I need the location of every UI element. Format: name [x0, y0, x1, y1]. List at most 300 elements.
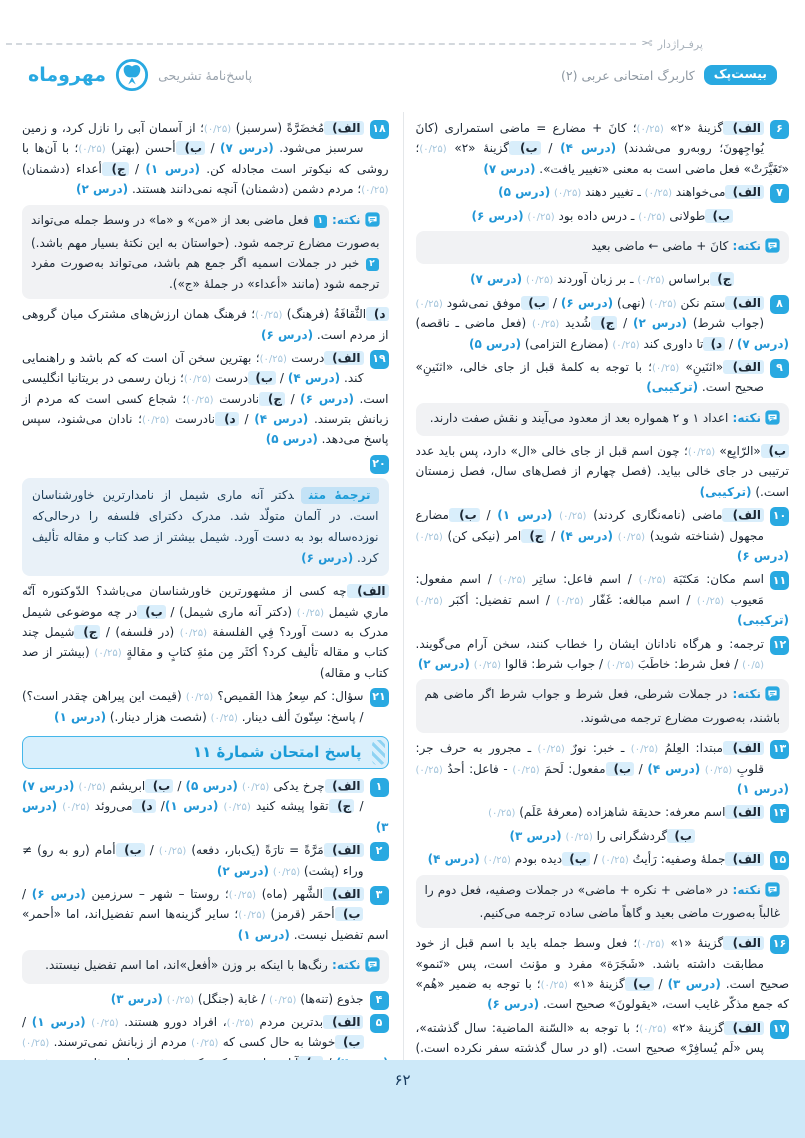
text-run: گزینهٔ «۲»: [666, 1020, 724, 1035]
series-badge: بیست‌پک: [704, 65, 777, 85]
text-run: ؛ با توجه به «السّنة الماضیة: سال گذشته»، پس «لَم یُسافِرْ» صحیح است. (او در سال گذشته سفر نکرده است.): [415, 1020, 764, 1056]
answer-paragraph: [22, 581, 389, 683]
option-label: ج): [591, 316, 617, 330]
score-value: (۰/۲۵): [526, 275, 554, 287]
lesson-ref: (درس ۲): [632, 316, 688, 331]
text-run: بدترین مردم: [253, 1014, 324, 1029]
text-run: ؛ روستا – شهر – سرزمین: [85, 886, 229, 901]
text-run: ابریشم: [105, 778, 146, 793]
lesson-ref: (درس ۶): [471, 208, 524, 223]
score-value: (۰/۲۵): [636, 124, 664, 135]
note-bubble-icon: [765, 238, 780, 259]
score-value: (۰/۲۵): [183, 374, 212, 386]
text-run: جذوع (تنه‌ها): [296, 991, 364, 1006]
text-run: امر (نیکی کن): [442, 528, 522, 543]
answer-item: [416, 738, 790, 799]
score-value: (۰/۲۵): [638, 211, 666, 223]
text-run: گزینهٔ «۲»: [663, 121, 724, 135]
text-run: مُخضَرَّةً (سرسبز): [231, 121, 325, 135]
text-run: /: [548, 295, 561, 310]
item-number-badge: ۵: [370, 1014, 389, 1033]
text-run: (فعل ماضی ـ ناقصه): [415, 316, 532, 331]
score-value: (۰/۲۵): [537, 744, 565, 756]
text-run: شُدید: [559, 316, 592, 331]
score-value: (۰/۲۵): [415, 298, 443, 310]
text-run: /: [144, 843, 159, 858]
text-run: /: [589, 852, 602, 867]
text-run: ؛ چون اسم قبل از جای خالی «ال» دارد، پس باید عدد ترتیبی در جای خالی بیاید. (فصل چهارم از فصل‌های سال، فصل زمستان است.): [415, 444, 789, 499]
text-run: ؛ نادان می‌شنود، سپس پاسخ می‌دهد.: [22, 412, 389, 447]
option-label: ج): [74, 625, 100, 639]
text-run: مَرَّةً = تارَةً (یک‌بار، دفعه): [186, 843, 324, 858]
score-value: (۰/۲۵): [473, 659, 502, 671]
option-label: الف): [722, 508, 764, 522]
lesson-ref: (درس ۲): [76, 182, 129, 197]
lesson-ref: (درس ۴): [560, 528, 614, 543]
score-value: (۰/۲۵): [696, 595, 725, 607]
text-run: / غابة (جنگل): [194, 991, 270, 1006]
scissors-icon: ✂: [640, 36, 653, 52]
score-value: (۰/۲۵): [166, 994, 195, 1006]
answer-paragraph: [416, 269, 790, 289]
text-run: أعداء (دشمنان): [22, 161, 102, 176]
text-run: (قیمت این پیراهن چقدر است؟) / پاسخ: سِتّونَ ألف دینار.: [22, 689, 364, 724]
note-box: [22, 205, 389, 300]
text-run: خوشا به حال کسی که: [218, 1035, 336, 1050]
option-label: ب): [625, 977, 654, 991]
score-value: (۰/۲۵): [179, 628, 207, 640]
text-run: ـ مجرور به حرف جر: قلوبِ: [415, 741, 764, 776]
text-run: در «ماضی + نکره + ماضی» در جملات وصفیه، فعل دوم را غالباً به‌صورت ماضی بعید و گاهاً ماضی ساده ترجمه می‌کنیم.: [424, 882, 780, 920]
lesson-ref: (درس ۱): [31, 1014, 86, 1029]
score-value: (۰/۲۵): [158, 846, 187, 858]
score-value: (۰/۲۵): [223, 802, 251, 814]
lesson-ref: (درس ۶): [560, 295, 614, 310]
right-column: [403, 112, 796, 1060]
answer-item: [416, 357, 790, 398]
lesson-ref: (درس ۲): [216, 863, 269, 878]
text-run: ؛ کانَ + مضارع = ماضی استمراری (کانَ یُواجِهونَ؛ روبه‌رو می‌شدند): [415, 121, 764, 156]
text-run: دکتر آنه ماری شیمل از نامدارترین خاورشناسان است. در آلمان متولّد شد. مدرک دکترای فلسفه را درحالی‌که نوزده‌ساله بود به دست آورد. شیمل بیشتر از صد کتاب و مقاله تألیف کرد.: [32, 488, 379, 566]
lesson-ref: (درس ۱): [53, 709, 107, 724]
answer-item: [416, 849, 790, 869]
lesson-ref: (درس ۴): [427, 852, 480, 867]
text-run: تا داوری کند: [639, 336, 704, 351]
lesson-ref: (درس ۱): [164, 799, 219, 814]
text-run: /: [238, 412, 255, 427]
option-label: الف): [325, 779, 364, 793]
text-run: /: [546, 528, 560, 543]
answer-paragraph: [416, 441, 790, 502]
text-run: کانَ + ماضی ← ماضی بعید: [591, 238, 729, 253]
answer-paragraph: [416, 206, 790, 226]
score-value: (۰/۲۵): [255, 310, 283, 322]
page-number: ۶۲: [394, 1071, 411, 1089]
text-run: می‌روئد: [89, 799, 133, 814]
answer-item: [22, 118, 389, 200]
text-run: / اسم فاعل: ساتِر: [525, 572, 639, 587]
score-value: (۰/۲۵): [527, 211, 555, 223]
text-run: ؛ شجاع کسی است که مردم از زبانش بترسند.: [22, 391, 389, 427]
lesson-ref: (درس ۵): [265, 432, 318, 447]
note-box: [416, 231, 790, 264]
option-label: ب): [335, 1035, 363, 1049]
option-label: الف): [724, 1021, 764, 1035]
option-label: ب): [449, 508, 480, 522]
text-run: (در فلسفه) /: [100, 625, 180, 640]
text-run: ـ درس داده بود: [554, 208, 639, 223]
note-bubble-icon: [765, 410, 780, 431]
text-run: «اثنَینِ»: [679, 359, 724, 374]
score-value: (۰/۲۵): [540, 980, 568, 992]
text-run: مبتدا: العِلمُ: [658, 741, 723, 756]
text-run: ـ خبر: نورٌ: [564, 741, 631, 756]
option-label: ب): [521, 296, 549, 310]
item-number-badge: ۱۱: [770, 571, 789, 590]
lesson-ref: (درس ۴): [647, 761, 701, 776]
score-value: (۰/۲۵): [185, 692, 214, 704]
lesson-ref: (درس ۶): [487, 997, 540, 1012]
text-run: ؛ فعل وسط جمله باید با اسم قبل از خود مطابقت داشته باشد. «شَجَرَة» مفرد و مؤنث است، پس «تَنمو» صحیح است.: [415, 936, 790, 992]
text-run: ؛ مردم دشمن (دشمنان) آنچه نمی‌دانند هستند.: [128, 182, 362, 197]
score-value: (۰/۲۵): [559, 511, 587, 523]
score-value: (۰/۲۵): [296, 607, 325, 619]
text-run: /: [22, 886, 32, 901]
text-run: اسم مکان: مَکتَبَة: [665, 572, 764, 587]
item-number-badge: ۳: [370, 886, 389, 905]
dashed-cut-line: [6, 43, 636, 45]
text-run: /: [285, 391, 301, 406]
lesson-ref: (درس ۶): [300, 391, 354, 406]
lesson-ref: (درس ۷): [22, 778, 75, 793]
score-value: (۰/۲۵): [637, 939, 665, 951]
lesson-ref: (درس ۷): [483, 161, 536, 176]
text-run: /: [205, 141, 220, 156]
note-bubble-icon: [365, 212, 380, 233]
answer-item: [22, 884, 389, 945]
text-run: ؛ با توجه به کلمهٔ قبل از جای خالی، «اثنَینِ» صحیح است.: [415, 359, 764, 395]
note-bubble-icon: [765, 882, 780, 903]
option-label: ج): [102, 162, 129, 176]
option-label: الف): [725, 185, 764, 199]
text-run: در جملات شرطی، فعل شرط و جواب شرط اگر ماضی هم باشند، به‌صورت مضارع ترجمه می‌شوند.: [424, 687, 780, 725]
butterfly-logo-icon: [115, 58, 149, 92]
lesson-ref: (درس ۳): [667, 977, 721, 992]
score-value: (۰/۲۵): [651, 362, 680, 374]
text-run: ؛ با آن‌ها با روشی که نیکوتر است مجادله کن.: [22, 141, 389, 176]
text-run: الشَّهر (ماه): [256, 886, 324, 901]
text-run: / اسم مبالغه: غَفّار: [583, 592, 697, 607]
lesson-ref: (درس ۳): [509, 828, 562, 843]
text-run: گزینهٔ «۱»: [567, 977, 625, 992]
lesson-ref: (درس ۷): [470, 272, 523, 287]
text-run: ؛ زبان رسمی در بریتانیا انگلیسی است.: [22, 371, 389, 406]
option-label: ب): [562, 852, 590, 866]
score-value: (۰/۲۵): [269, 994, 297, 1006]
header-right-group: [561, 65, 777, 85]
option-label: ج): [259, 392, 285, 406]
text-run: گزینهٔ «۲»: [446, 141, 509, 156]
score-value: (۰/۲۵): [203, 124, 232, 135]
text-run: در چه موضوعی شیمل مدرک به دست آورد؟ فِي الفلسفة: [22, 604, 389, 640]
header-left-group: [28, 58, 252, 92]
text-run: مفعول: لَحمَ: [539, 761, 606, 776]
perforation-label: پرفـراژدار: [657, 37, 703, 51]
text-run: می‌خواهند: [671, 185, 726, 200]
lesson-ref: (درس ۱): [145, 161, 200, 176]
item-number-badge: ۱۷: [770, 1020, 789, 1039]
text-run: ـ بر زبان آوردند: [553, 272, 638, 287]
text-run: درست: [286, 350, 325, 365]
text-run: / اسم مفعول: مَعیوب: [415, 572, 764, 607]
answer-item: [22, 453, 389, 473]
item-number-badge: ۱۸: [370, 120, 389, 139]
item-number-badge: ۷: [770, 184, 789, 203]
text-run: اعداد ۱ و ۲ همواره بعد از معدود می‌آیند و نقش صفت دارند.: [429, 410, 729, 425]
lesson-ref: (ترکیبی): [646, 380, 699, 395]
text-run: / اسم تفضیل: أکبَر: [442, 592, 557, 607]
lesson-ref: (درس ۶): [31, 886, 86, 901]
text-run: (جواب شرط): [687, 316, 765, 331]
text-run: /: [155, 799, 165, 814]
option-label: ج): [329, 799, 355, 813]
text-run: /: [653, 977, 668, 992]
text-run: مضارع مجهول (شناخته شوید): [415, 508, 764, 543]
text-run: أمام (رو به رو) ≠ وراء (پشت): [22, 843, 364, 878]
text-run: چه کسی از مشهورترین خاورشناسان می‌باشد؟ الدّوکتوره آنّه ماري شیمل: [22, 584, 389, 619]
option-label: الف): [324, 121, 363, 135]
item-number-badge: ۱۳: [770, 740, 789, 759]
text-run: /: [173, 778, 186, 793]
note-bubble-icon: [365, 957, 380, 978]
option-label: ج): [710, 272, 734, 286]
text-run: دیده بودم: [510, 852, 563, 867]
item-number-badge: ۱۴: [770, 804, 789, 823]
option-label: ب): [335, 907, 364, 921]
score-value: (۰/۲۵): [612, 339, 640, 351]
option-label: ج): [521, 529, 546, 543]
score-value: (۰/۲۵): [644, 188, 672, 200]
score-value: (۰/۲۵): [637, 275, 665, 287]
score-value: (۰/۲۵): [606, 659, 635, 671]
answer-paragraph: [416, 826, 790, 846]
option-label: الف): [725, 296, 764, 310]
score-value: (۰/۲۵): [94, 648, 122, 660]
exam-section-title: پاسخ امتحان شمارهٔ ۱۱: [192, 742, 362, 761]
text-run: (بیشتر از صد کتاب و مقاله): [22, 645, 389, 680]
option-label: ب): [705, 209, 733, 223]
score-value: (۰/۲۵): [141, 415, 170, 427]
text-run: / جواب شرط: قالوا: [501, 656, 607, 671]
option-label: الف): [324, 843, 364, 857]
text-run: شیمل چند کتاب و مقاله تألیف کرد؟ أکثَر مِن مئةِ کتابٍ و مقالةٍ: [22, 625, 389, 660]
lesson-ref: (درس ۵): [498, 185, 551, 200]
option-label: الف): [323, 1015, 363, 1029]
score-value: (۰/۲۵): [649, 298, 677, 310]
text-run: /: [275, 371, 288, 386]
text-run: ؛ بهترین سخن آن است که کم باشد و راهنمایی کند.: [22, 350, 364, 386]
lesson-ref: (درس ۶): [261, 327, 314, 342]
answer-item: [22, 989, 389, 1009]
text-run: / فعل شرط: خاطَبَ: [634, 656, 743, 671]
lesson-ref: (درس ۴): [560, 141, 617, 156]
answer-item: [22, 686, 389, 727]
worksheet-title: کاربرگ امتحانی عربی (۲): [561, 67, 695, 83]
score-value: (۰/۲۵): [630, 744, 659, 756]
text-run: (شصت هزار دینار.): [106, 709, 211, 724]
score-value: (۰/۲۵): [639, 1023, 667, 1035]
lesson-ref: نکته:: [327, 958, 361, 973]
answer-item: [416, 182, 790, 202]
score-value: (۰/۲۵): [483, 855, 511, 867]
text-run: - فاعل: أحدُ: [442, 761, 513, 776]
item-number-badge: ۱۵: [770, 851, 789, 870]
item-number-badge: ۴: [370, 991, 389, 1010]
answer-item: [416, 118, 790, 179]
lesson-ref: (ترکیبی): [737, 613, 789, 628]
note-number-badge: ۲: [366, 258, 379, 271]
lesson-ref: نکته:: [728, 410, 761, 425]
score-value: (۰/۲۵): [704, 764, 733, 776]
option-label: د): [703, 337, 725, 351]
item-number-badge: ۱: [370, 778, 389, 797]
score-value: (۰/۲۵): [62, 802, 90, 814]
text-run: /: [479, 508, 498, 523]
lesson-ref: (درس ۴): [287, 371, 341, 386]
item-number-badge: ۸: [770, 295, 789, 314]
page-footer: [0, 1060, 805, 1138]
score-value: (۰/۲۵): [415, 595, 443, 607]
lesson-ref: (درس ۱): [497, 508, 553, 523]
translation-box: [22, 478, 389, 576]
text-run: سؤال: کم سِعرُ هذا القمیص؟: [213, 689, 364, 704]
answer-item: [416, 293, 790, 354]
lesson-ref: (درس ۳): [110, 991, 163, 1006]
score-value: (۰/۲۵): [238, 910, 266, 922]
text-run: ستم نکن: [676, 295, 726, 310]
item-number-badge: ۹: [770, 359, 789, 378]
exam-section-header: [22, 736, 389, 769]
lesson-ref: نکته:: [727, 687, 761, 702]
text-run: ترجمه: و هرگاه نادانان ایشان را خطاب کنند، سخن آرام می‌گویند.: [415, 636, 764, 651]
score-value: (۰/۲۵): [226, 1017, 254, 1029]
text-run: طولانی: [665, 208, 706, 223]
option-label: د): [366, 307, 388, 321]
lesson-ref: (ترکیبی): [699, 484, 752, 499]
item-number-badge: ۲۱: [370, 688, 389, 707]
option-label: ب): [761, 444, 789, 458]
text-run: (دکتر آنه ماری شیمل) /: [165, 604, 297, 619]
note-box: [416, 403, 790, 436]
option-label: الف): [725, 805, 764, 819]
text-run: (مضارع التزامی): [521, 336, 613, 351]
lesson-ref: (درس ۵): [469, 336, 522, 351]
spacer: [360, 456, 364, 470]
score-value: (۰/۲۵): [556, 595, 584, 607]
score-value: (۰/۲۵): [498, 575, 526, 587]
score-value: (۰/۲۵): [272, 866, 301, 878]
text-run: براساس: [664, 272, 711, 287]
text-run: اسم معرفه: حدیقة شاهزاده (معرفهٔ عَلَم): [515, 805, 726, 820]
answer-item: [416, 505, 790, 566]
text-run: فعل ماضی بعد از «من» و «ما» در وسط جمله می‌تواند به‌صورت مضارع ترجمه شود. (حواستان به این نکتهٔ بسیار مهم باشد.): [31, 212, 380, 250]
score-value: (۰/۲۵): [488, 808, 516, 820]
page-header: [28, 58, 777, 92]
lesson-ref: (درس ۷): [736, 336, 789, 351]
answer-item: [416, 634, 790, 675]
answer-item: [416, 933, 790, 1015]
text-run: رنگ‌ها با اینکه بر وزن «أفعل»اند، اما اسم تفضیل نیستند.: [45, 958, 328, 973]
score-value: (۰/۲۵): [415, 531, 443, 543]
note-number-badge: ۱: [314, 215, 327, 228]
answer-item: [416, 802, 790, 822]
lesson-ref: (درس ۴): [254, 412, 309, 427]
score-value: (۰/۲۵): [78, 144, 106, 156]
score-value: (۰/۲۵): [687, 447, 716, 459]
score-value: (۰/۲۵): [565, 831, 593, 843]
option-label: ب): [145, 779, 173, 793]
text-run: ؛ سایر گزینه‌ها اسم تفضیل‌اند، اما «أحمر» اسم تفضیل نیست.: [22, 907, 389, 942]
score-value: (۰/۲۵): [22, 1038, 50, 1050]
lesson-ref: (درس ۷): [220, 141, 274, 156]
text-run: مردم از زبانش نمی‌ترسند.: [49, 1035, 192, 1050]
answer-item: [22, 348, 389, 450]
text-run: نادرست: [213, 391, 260, 406]
item-number-badge: ۱۲: [770, 636, 789, 655]
score-value: (۰/۲۵): [186, 394, 214, 406]
lesson-ref: نکته:: [327, 212, 361, 227]
lesson-ref: (درس ۲): [417, 656, 470, 671]
answer-item: [22, 776, 389, 837]
score-value: (۰/۲۵): [554, 188, 582, 200]
text-run: نادرست: [169, 412, 215, 427]
item-number-badge: ۱۹: [370, 350, 389, 369]
lesson-ref: (درس ۳): [22, 799, 389, 834]
option-label: ب): [176, 141, 205, 155]
option-label: د): [132, 799, 155, 813]
text-run: چرخ یدکی: [269, 778, 325, 793]
score-value: (۰/۲۵): [91, 1017, 119, 1029]
answer-item: [22, 840, 389, 881]
text-run: ؛ از آسمان آبی را نازل کرد، و زمین سرسبز می‌شود.: [22, 121, 364, 156]
score-value: (۰/۲۵): [415, 764, 443, 776]
score-value: (۰/۲۵): [361, 185, 389, 197]
left-column: [10, 112, 403, 1060]
score-value: (۰/۲۵): [210, 712, 238, 724]
option-label: الف): [723, 936, 764, 950]
option-label: الف): [723, 121, 764, 135]
text-run: خبر در جملات اسمیه اگر جمع هم باشد، می‌تواند به‌صورت مفرد ترجمه شود (مانند «أعداء» در جملهٔ «ج»).: [31, 256, 380, 291]
item-number-badge: ۲۰: [370, 455, 389, 474]
score-value: (۰/۲۵): [191, 1038, 219, 1050]
option-label: الف): [723, 360, 764, 374]
text-run: تقوا پیشه کنید: [250, 799, 329, 814]
score-value: (۰/۲۵): [617, 531, 646, 543]
lesson-ref: نکته:: [728, 238, 761, 253]
text-run: /: [634, 761, 648, 776]
text-run: /: [354, 799, 364, 814]
score-value: (۰/۲۵): [259, 353, 287, 365]
item-number-badge: ۱۰: [770, 507, 789, 526]
option-label: الف): [323, 887, 363, 901]
text-run: درست: [211, 371, 249, 386]
text-run: أحسن (بهتر): [105, 141, 176, 156]
text-run: /: [540, 141, 561, 156]
lesson-ref: (درس ۶): [301, 551, 354, 566]
score-value: (۰/۲۵): [78, 781, 106, 793]
lesson-ref: (درس ۵): [185, 778, 238, 793]
item-number-badge: ۱۶: [770, 935, 789, 954]
